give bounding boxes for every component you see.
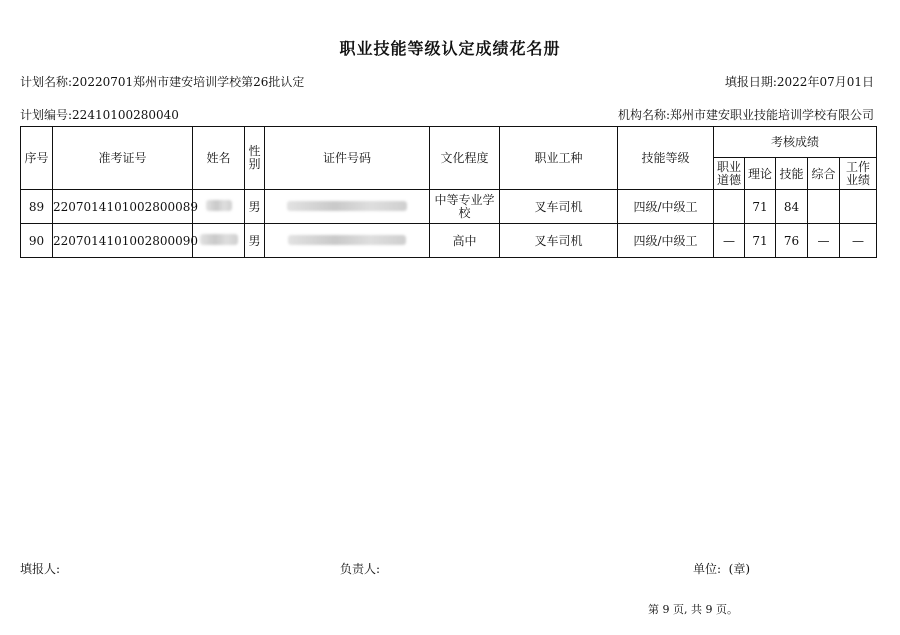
header-work bbox=[840, 158, 877, 190]
table-row bbox=[21, 190, 877, 224]
cell-gender: 男 bbox=[245, 190, 265, 224]
header-ethics-line1: 职业 bbox=[716, 159, 741, 174]
cell-theory: 71 bbox=[745, 224, 776, 258]
cell-education-line1: 中等专业学 bbox=[434, 192, 495, 207]
cell-gender: 男 bbox=[245, 224, 265, 258]
header-gender-line2: 别 bbox=[248, 157, 261, 171]
cell-exam-no: 2207014101002800090 bbox=[53, 224, 193, 258]
cell-education: 高中 bbox=[430, 224, 500, 258]
header-education: 文化程度 bbox=[430, 127, 500, 190]
cell-ethics bbox=[714, 190, 745, 224]
cell-level: 四级/中级工 bbox=[618, 224, 714, 258]
redacted-name bbox=[200, 234, 238, 245]
header-gender-line1: 性 bbox=[248, 144, 261, 158]
cell-ethics: — bbox=[714, 224, 745, 258]
header-scores-group: 考核成绩 bbox=[714, 127, 877, 158]
cell-overall bbox=[808, 190, 840, 224]
cell-name bbox=[193, 190, 245, 224]
cell-seq: 89 bbox=[21, 190, 53, 224]
header-skill: 技能 bbox=[776, 158, 808, 190]
cell-exam-no: 2207014101002800089 bbox=[53, 190, 193, 224]
cell-skill: 84 bbox=[776, 190, 808, 224]
responsible-label: 负责人: bbox=[340, 562, 381, 576]
header-ethics bbox=[714, 158, 745, 190]
header-id-no: 证件号码 bbox=[265, 127, 430, 190]
page-info: 第 9 页, 共 9 页。 bbox=[648, 603, 738, 616]
header-ethics-line2: 道德 bbox=[716, 172, 741, 187]
cell-work bbox=[840, 190, 877, 224]
unit-stamp-label: 单位: (章) bbox=[693, 562, 751, 576]
plan-number bbox=[20, 106, 179, 123]
fill-date bbox=[725, 73, 874, 90]
cell-level: 四级/中级工 bbox=[618, 190, 714, 224]
organization-value: 郑州市建安职业技能培训学校有限公司 bbox=[669, 108, 874, 122]
plan-name-label: 计划名称: bbox=[20, 75, 73, 89]
redacted-id-number bbox=[288, 235, 406, 245]
plan-name-value: 20220701郑州市建安培训学校第26批认定 bbox=[72, 75, 305, 89]
fill-date-value: 2022年07月01日 bbox=[776, 75, 874, 89]
organization bbox=[618, 106, 874, 123]
score-roster-table bbox=[20, 126, 877, 258]
plan-name bbox=[20, 73, 304, 90]
filler-label: 填报人: bbox=[20, 562, 61, 576]
cell-skill: 76 bbox=[776, 224, 808, 258]
cell-job: 叉车司机 bbox=[500, 190, 618, 224]
document-title: 职业技能等级认定成绩花名册 bbox=[339, 39, 561, 58]
cell-work: — bbox=[840, 224, 877, 258]
cell-id-no bbox=[265, 224, 430, 258]
header-name: 姓名 bbox=[193, 127, 245, 190]
header-job: 职业工种 bbox=[500, 127, 618, 190]
organization-label: 机构名称: bbox=[617, 108, 670, 122]
fill-date-label: 填报日期: bbox=[724, 75, 777, 89]
header-work-line1: 工作 bbox=[846, 159, 871, 174]
cell-id-no bbox=[265, 190, 430, 224]
cell-job: 叉车司机 bbox=[500, 224, 618, 258]
header-exam-no: 准考证号 bbox=[53, 127, 193, 190]
redacted-id-number bbox=[287, 201, 407, 211]
table-header-row bbox=[21, 127, 877, 158]
header-gender bbox=[245, 127, 265, 190]
cell-education-line2: 校 bbox=[458, 205, 471, 220]
table-row bbox=[21, 224, 877, 258]
redacted-name bbox=[206, 200, 232, 211]
plan-number-value: 22410100280040 bbox=[72, 108, 179, 122]
plan-number-label: 计划编号: bbox=[20, 108, 73, 122]
cell-seq: 90 bbox=[21, 224, 53, 258]
header-theory: 理论 bbox=[745, 158, 776, 190]
cell-theory: 71 bbox=[745, 190, 776, 224]
header-level: 技能等级 bbox=[618, 127, 714, 190]
cell-name bbox=[193, 224, 245, 258]
header-seq: 序号 bbox=[21, 127, 53, 190]
header-work-line2: 业绩 bbox=[846, 172, 871, 187]
cell-education bbox=[430, 190, 500, 224]
header-overall: 综合 bbox=[808, 158, 840, 190]
cell-overall: — bbox=[808, 224, 840, 258]
